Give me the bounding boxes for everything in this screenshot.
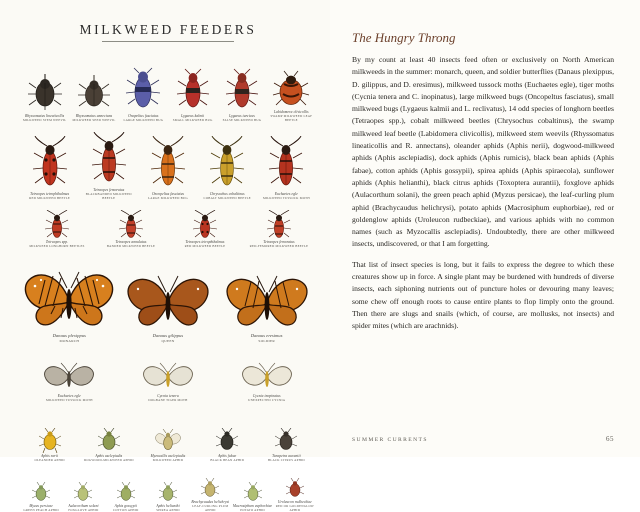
beetle-icon [73,72,115,114]
butterfly-icon [21,266,117,334]
specimen-caption: Rhyssomatus lineaticollis MILKWEED STEM WEEVIL [22,113,67,122]
aphid-icon [72,482,94,504]
specimen-row-longhorns [20,126,316,200]
specimen-cell [119,360,218,402]
longhorn-beetle-icon [264,210,294,240]
page-right-essay [330,0,640,457]
specimen-caption: Uroleucon rudbeckiae RED OR GOLDENGLOW APHID [275,500,314,512]
specimen-caption: Tetraopes annulatus BANDED MILKWEED BEETLE [106,239,156,248]
longhorn-beetle-icon [264,136,308,192]
essay-paragraph: By my count at least 40 insects feed often or exclusively on North American milkweeds in the summer: monarch, queen, and soldier butterflies (Danaus plexippus, D. gilippus, and D. eresimus), milkweed tussock moths (Euchaetes egle), tiger moths (Cycnia tenera and C. inopinatus), large milkweed bugs (Oncopeltus fasciatus), small milkweed bugs (Lygaeus kalmii and L. reclivatus), 14 odd species of longhorn beetles (Tetraopes spp.), cobalt milkweed beetles (Chrysochus cobaltinus), the swamp milkweed leaf beetle (Labidomera clivicollis), milkweed stem weevils (Rhyssomatus lineaticollis and R. annectans), oleander aphids (Aphis nerii), dogwood-milkweed aphids (Aphis asclepiadis), dock aphids (Aphis rumicis), black bean aphids (Aphis fabae), cotton aphids (Aphis gossypii), spirea aphids (Aphis spiraecola), sunflower aphids (Aphis helianthi), black citrus aphids (Toxoptera aurantii), foxglove aphids (Aulacorthum solani), the green peach aphid (Myzus persicae), the leaf-curling plum aphid (Brachycaudus helichrysi), potato aphids (Macrosiphum euphorbiae), red or goldenglow aphids (Uroleucon rudbeckiae), and various aphids with no common names (such as Myzocallis asclepiadis). Undoubtedly, there are other milkweed insects, undiscovered, or that I am forgetting. [352,55,614,249]
milkweed-bug-icon [223,68,261,114]
specimen-cell [20,72,69,122]
milkweed-bug-icon [174,68,212,114]
specimen-caption: Cycnia inopinatus UNEXPECTED CYCNIA [248,393,286,402]
specimen-cell [257,136,316,200]
specimen-caption: Myzocallis asclepiadis MILKWEED APHID [150,453,186,462]
specimen-caption: Tetraopes femoratus RED-FEMORED MILKWEED BEETLE [249,239,309,248]
specimen-caption: Tetraopes tetrophthalmus RED MILKWEED BEETLE [184,239,226,248]
specimen-cell [168,68,217,122]
longhorn-beetle-icon [190,210,220,240]
essay-body [352,54,614,333]
specimen-cell [20,266,119,344]
plate-title: MILKWEED FEEDERS [79,22,257,37]
specimen-row-aphids [20,406,316,462]
aphid-icon [115,482,137,504]
specimen-cell [217,270,316,344]
specimen-row-moths [20,346,316,402]
essay-paragraph: That list of insect species is long, but it fails to express the degree to which these creatures show up in force. A single plant may be burdened with hundreds of diverse insects, each siphoning nutrients out of puncture holes or devouring many leaves; some chew off enough roots to cause entire plants to flop limply onto the ground. Then there are slugs and snails (which, of course, are mollusks, not insects) and spider mites (which are arachnids). [352,259,614,331]
specimen-cell [217,68,266,122]
specimen-cell [62,482,104,512]
page-number: 65 [606,435,614,443]
specimen-caption: Aulacorthum solani FOXGLOVE APHID [68,503,99,512]
specimen-cell [267,70,316,122]
specimen-cell [138,136,197,200]
specimen-cell [119,66,168,122]
specimen-cell [189,478,231,512]
aphid-icon [96,428,122,454]
aphid-icon [214,428,240,454]
specimen-row-beetles [20,50,316,122]
specimen-caption: Danaus eresimus SOLDIER [250,333,283,344]
longhorn-beetle-icon [205,136,249,192]
leaf-beetle-icon [271,70,311,110]
moth-icon [42,360,96,394]
specimen-cell [94,210,168,248]
specimen-caption: Macrosiphum euphorbiae POTATO APHID [232,503,273,512]
page-footer [352,435,614,443]
specimen-caption: Aphis nerii OLEANDER APHID [34,453,65,462]
specimen-caption: Tetraopes spp. MILKWEED LONGHORN BEETLES [29,239,85,248]
aphid-icon [199,478,221,500]
specimen-caption: Labidomera clivicollis SWAMP MILKWEED LEAF BEETLE [270,110,313,122]
longhorn-beetle-icon [116,210,146,240]
longhorn-beetle-icon [146,136,190,192]
specimen-caption: Chrysochus cobaltinus COBALT MILKWEED BEETLE [203,191,251,200]
specimen-caption: Myzus persicae GREEN PEACH APHID [23,503,59,512]
butterfly-icon [124,270,212,334]
specimen-caption: Danaus plexippus MONARCH [52,333,86,344]
essay-title: The Hungry Throng [352,30,456,45]
aphid-icon [284,478,306,500]
specimen-cell [69,72,118,122]
specimen-caption: Lygaeus kalmii SMALL MILKWEED BUG [172,113,213,122]
specimen-cell [20,482,62,512]
specimen-caption: Tetraopes tetrophthalmus RED MILKWEED BEETLE [29,191,71,200]
specimen-cell [20,360,119,402]
specimen-cell [217,360,316,402]
moth-icon [141,360,195,394]
specimen-caption: Cycnia tenera DOGBANE TIGER MOTH [148,393,188,402]
specimen-cell [168,210,242,248]
specimen-row-tetraopes [20,202,316,248]
moth-icon [240,360,294,394]
specimen-cell [147,482,189,512]
specimen-caption: Euchaetes egle MILKWEED TUSSOCK MOTH [263,191,310,200]
aphid-icon [157,482,179,504]
specimen-cell [79,132,138,200]
specimen-cell [20,210,94,248]
longhorn-beetle-icon [28,136,72,192]
specimen-caption: Aphis fabae BLACK BEAN APHID [210,453,245,462]
specimen-row-small-aphids [20,464,316,512]
title-rule [102,41,234,42]
specimen-cell [242,210,316,248]
specimen-cell [198,136,257,200]
aphid-icon [273,428,299,454]
specimen-cell [119,270,218,344]
aphid-icon [37,428,63,454]
specimen-caption: Tetraopes femoratus BLACKBANDED MILKWEED BEETLE [85,188,132,200]
specimen-cell [20,136,79,200]
specimen-cell [274,478,316,512]
specimen-row-butterflies [20,252,316,344]
specimen-caption: Oncopeltus fasciatus LARGE MILKWEED BUG [148,191,188,200]
specimen-caption: Euchaetes egle MILKWEED TUSSOCK MOTH [45,393,93,402]
specimen-caption: Rhyssomatus annectans MILKWEED SEED WEEVIL [72,113,116,122]
aphid-winged-icon [154,428,182,454]
aphid-icon [242,482,264,504]
specimen-caption: Aphis helianthi SPIREA APHID [156,503,180,512]
milkweed-bug-icon [122,66,164,114]
specimen-caption: Tarapetra aurantii BLACK CITRUS APHID [268,453,305,462]
specimen-caption: Brachycaudus helichrysi LEAF-CURLING PLUM APHID [191,500,230,512]
specimen-caption: Danaus gilippus QUEEN [152,333,184,344]
longhorn-beetle-icon [87,132,131,188]
butterfly-icon [223,270,311,334]
specimen-caption: Aphis asclepiadis DOGWOOD-MILKWEED APHID [83,453,134,462]
aphid-icon [30,482,52,504]
specimen-caption: Aphis gossypii COTTON APHID [112,503,139,512]
beetle-icon [24,72,66,114]
specimen-caption: Onopeltus fasciatus LARGE MILKWEED BUG [123,113,164,122]
running-head: SUMMER CURRENTS [352,437,428,443]
specimen-caption: Lygaeus turcicus FALSE MILKWEED BUG [222,113,262,122]
longhorn-beetle-icon [42,210,72,240]
specimen-cell [105,482,147,512]
specimen-cell [231,482,273,512]
